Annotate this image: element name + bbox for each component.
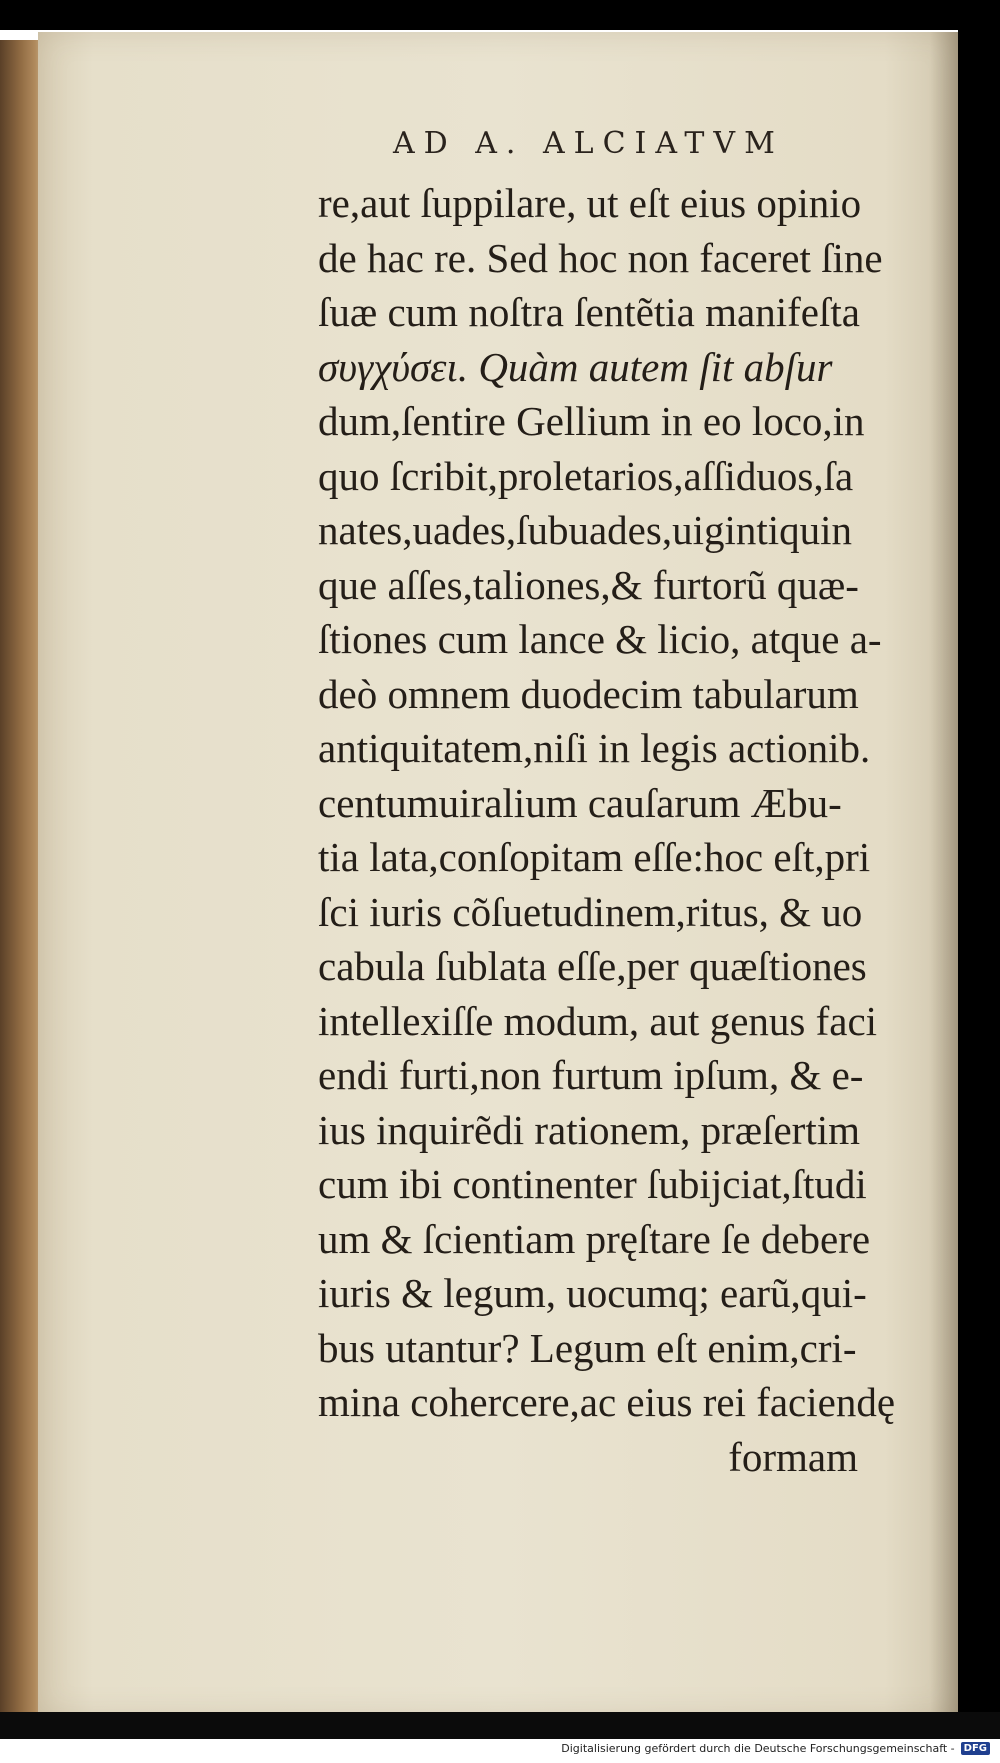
- text-line-8: que aſſes,taliones,& furtorũ quæ-: [318, 561, 859, 608]
- text-line-15: cabula ſublata eſſe,per quæſtiones: [318, 943, 867, 989]
- dfg-logo-icon: DFG: [961, 1742, 990, 1755]
- text-line-7: nates,uades,ſubuades,uigintiquin: [318, 507, 853, 553]
- text-line-22: bus utantur? Legum eſt enim,cri-: [318, 1324, 857, 1371]
- scan-bottom-border: [0, 1712, 1000, 1739]
- text-line-5: dum,ſentire Gellium in eo loco,in: [318, 398, 865, 444]
- scan-top-border: [0, 0, 1000, 30]
- text-line-23: mina cohercere,ac eius rei faciendę: [318, 1379, 896, 1425]
- running-head: AD A. ALCIATVM: [393, 126, 784, 161]
- digitization-credit: [561, 1739, 990, 1757]
- text-line-12: centumuiralium cauſarum Æbu-: [318, 779, 842, 826]
- text-line-21: iuris & legum, uocumq; earũ,qui-: [318, 1270, 867, 1316]
- text-line-13: tia lata,conſopitam eſſe:hoc eſt,pri: [318, 834, 871, 880]
- text-line-10: deò omnem duodecim tabularum: [318, 670, 859, 717]
- text-line-16: intellexiſſe modum, aut genus faci: [318, 997, 878, 1044]
- text-line-11: antiquitatem,niſi in legis actionib.: [318, 725, 871, 771]
- text-line-19: cum ibi continenter ſubijciat,ſtudi: [318, 1161, 867, 1207]
- text-line-18: ius inquirẽdi rationem, præſertim: [318, 1106, 861, 1153]
- body-text: [318, 176, 958, 1484]
- credit-text: Digitalisierung gefördert durch die Deutsche Forschungsgemeinschaft -: [561, 1741, 955, 1755]
- text-line-4: συγχύσει. Quàm autem ſit abſur: [318, 343, 833, 390]
- text-line-14: ſci iuris cõſuetudinem,ritus, & uo: [318, 888, 863, 935]
- scan-right-border: [958, 0, 1000, 1735]
- text-line-2: de hac re. Sed hoc non faceret ſine: [318, 234, 883, 281]
- text-line-6: quo ſcribit,proletarios,aſſiduos,ſa: [318, 452, 854, 499]
- text-line-3: ſuæ cum noſtra ſentẽtia manifeſta: [318, 289, 860, 335]
- text-line-9: ſtiones cum lance & licio, atque a-: [318, 616, 882, 662]
- text-line-20: um & ſcientiam pręſtare ſe debere: [318, 1215, 871, 1262]
- text-line-1: re,aut ſuppilare, ut eſt eius opinio: [318, 180, 862, 226]
- text-line-17: endi furti,non furtum ipſum, & e-: [318, 1052, 864, 1098]
- catchword: formam: [728, 1433, 858, 1480]
